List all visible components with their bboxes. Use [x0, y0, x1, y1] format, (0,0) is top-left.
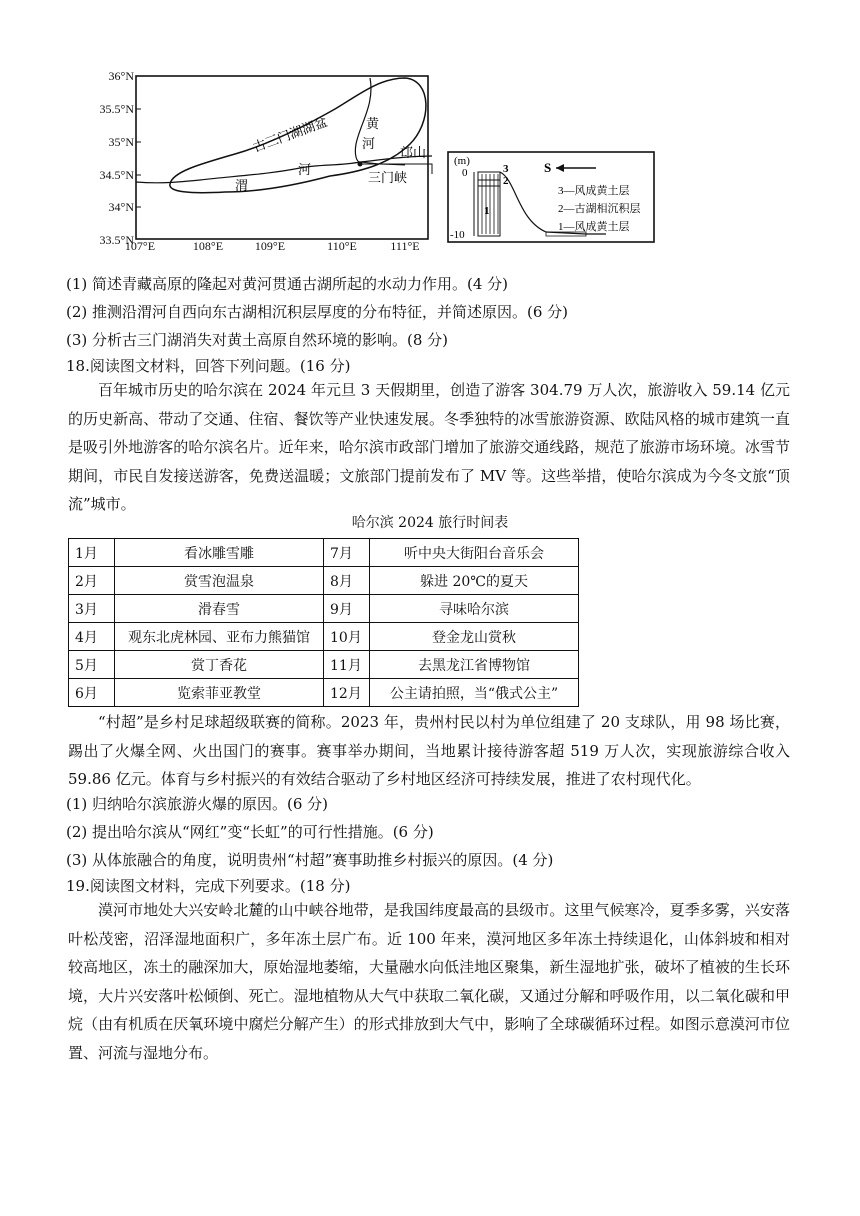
- month-cell: 3月: [69, 595, 115, 623]
- lat-label: 36°N: [108, 69, 134, 83]
- wei-label: 渭: [235, 178, 249, 193]
- activity-cell: 观东北虎林园、亚布力熊猫馆: [115, 623, 324, 651]
- travel-schedule-table: [68, 538, 579, 707]
- mangshan-label: 邙山: [400, 145, 427, 160]
- lon-label: 107°E: [124, 239, 156, 250]
- table-row: [69, 651, 579, 679]
- direction-label: S: [544, 160, 552, 175]
- month-cell: 1月: [69, 539, 115, 567]
- month-cell: 5月: [69, 651, 115, 679]
- q18-question: (2) 提出哈尔滨从“网红”变“长虹”的可行性措施。(6 分): [66, 823, 434, 841]
- profile-tick: 0: [462, 167, 468, 179]
- table-row: [69, 623, 579, 651]
- activity-cell: 赏雪泡温泉: [115, 567, 324, 595]
- activity-cell: 滑春雪: [115, 595, 324, 623]
- he-label: 河: [298, 162, 312, 177]
- activity-cell: 寻味哈尔滨: [370, 595, 579, 623]
- month-cell: 10月: [324, 623, 370, 651]
- table-row: [69, 539, 579, 567]
- month-cell: 11月: [324, 651, 370, 679]
- month-cell: 7月: [324, 539, 370, 567]
- lat-label: 34.5°N: [99, 168, 134, 182]
- paleolake-map: [60, 64, 440, 250]
- table-row: [69, 567, 579, 595]
- q19-title: 19.阅读图文材料，完成下列要求。(18 分): [66, 877, 351, 895]
- layer-num: 1: [484, 205, 490, 217]
- q17-item: (1) 简述青藏高原的隆起对黄河贯通古湖所起的水动力作用。(4 分): [66, 275, 509, 293]
- q18-question: (1) 归纳哈尔滨旅游火爆的原因。(6 分): [66, 795, 329, 813]
- layer-num: 3: [503, 163, 509, 175]
- table-caption: 哈尔滨 2024 旅行时间表: [351, 515, 509, 531]
- activity-cell: 公主请拍照，当“俄式公主”: [370, 679, 579, 707]
- q17-item: (2) 推测沿渭河自西向东古湖相沉积层厚度的分布特征，并简述原因。(6 分): [66, 303, 569, 321]
- yellow-river-label: 黄: [366, 116, 380, 131]
- lat-label: 35°N: [108, 135, 134, 149]
- q17-item: (3) 分析古三门湖消失对黄土高原自然环境的影响。(8 分): [66, 331, 449, 349]
- activity-cell: 躲进 20℃的夏天: [370, 567, 579, 595]
- activity-cell: 听中央大街阳台音乐会: [370, 539, 579, 567]
- profile-tick: -10: [450, 229, 465, 241]
- sanmenxia-label: 三门峡: [368, 170, 408, 185]
- activity-cell: 览索菲亚教堂: [115, 679, 324, 707]
- activity-cell: 去黑龙江省博物馆: [370, 651, 579, 679]
- profile-unit: (m): [454, 155, 470, 167]
- month-cell: 9月: [324, 595, 370, 623]
- month-cell: 8月: [324, 567, 370, 595]
- month-cell: 2月: [69, 567, 115, 595]
- lat-label: 33.5°N: [99, 233, 134, 247]
- activity-cell: 登金龙山赏秋: [370, 623, 579, 651]
- lon-label: 111°E: [390, 239, 420, 250]
- q18-paragraph-2: “村超”是乡村足球超级联赛的简称。2023 年，贵州村民以村为单位组建了 20 支球队，用 98 场比赛，踢出了火爆全网、火出国门的赛事。赛事举办期间，当地累计接待游客超 519 万人次，实现旅游综合收入 59.86 亿元。体育与乡村振兴的有效结合驱动了乡村地区经济可持续发展，推进了农村现代化。: [68, 713, 790, 789]
- month-cell: 4月: [69, 623, 115, 651]
- lat-label: 35.5°N: [99, 102, 134, 116]
- legend-item: 2—古湖相沉积层: [558, 203, 641, 215]
- lon-label: 109°E: [254, 239, 286, 250]
- q18-paragraph-1: 百年城市历史的哈尔滨在 2024 年元旦 3 天假期里，创造了游客 304.79 万人次，旅游收入 59.14 亿元的历史新高、带动了交通、住宿、餐饮等产业快速发展。冬季独特的冰雪旅游资源、欧陆风格的城市建筑一直是吸引外地游客的哈尔滨名片。近年来，哈尔滨市政部门增加了旅游交通线路，规范了旅游市场环境。冰雪节期间，市民自发接送游客，免费送温暖；文旅部门提前发布了 MV 等。这些举措，使哈尔滨成为今冬文旅“顶流”城市。: [68, 381, 790, 514]
- legend-item: 3—风成黄土层: [558, 185, 630, 197]
- q18-question: (3) 从体旅融合的角度，说明贵州“村超”赛事助推乡村振兴的原因。(4 分): [66, 851, 554, 869]
- activity-cell: 赏丁香花: [115, 651, 324, 679]
- lon-label: 108°E: [192, 239, 224, 250]
- basin-label: 古三门湖湖盆: [250, 114, 330, 155]
- table-row: [69, 595, 579, 623]
- q19-paragraph: 漠河市地处大兴安岭北麓的山中峡谷地带，是我国纬度最高的县级市。这里气候寒冷，夏季多雾，兴安落叶松茂密，沼泽湿地面积广，多年冻土层广布。近 100 年来，漠河地区多年冻土持续退化，山体斜坡和相对较高地区，冻土的融深加大，原始湿地萎缩，大量融水向低洼地区聚集，新生湿地扩张，破坏了植被的生长环境，大片兴安落叶松倾倒、死亡。湿地植物从大气中获取二氧化碳，又通过分解和呼吸作用，以二氧化碳和甲烷（由有机质在厌氧环境中腐烂分解产生）的形式排放到大气中，影响了全球碳循环过程。如图示意漠河市位置、河流与湿地分布。: [68, 901, 790, 1062]
- legend-item: 1—风成黄土层: [558, 221, 630, 233]
- stratigraphic-profile: [446, 150, 658, 246]
- month-cell: 6月: [69, 679, 115, 707]
- yellow-river-label: 河: [362, 136, 376, 151]
- month-cell: 12月: [324, 679, 370, 707]
- lat-label: 34°N: [108, 200, 134, 214]
- q18-title: 18.阅读图文材料，回答下列问题。(16 分): [66, 357, 351, 375]
- activity-cell: 看冰雕雪雕: [115, 539, 324, 567]
- lon-label: 110°E: [327, 239, 357, 250]
- layer-num: 2: [503, 175, 509, 187]
- table-row: [69, 679, 579, 707]
